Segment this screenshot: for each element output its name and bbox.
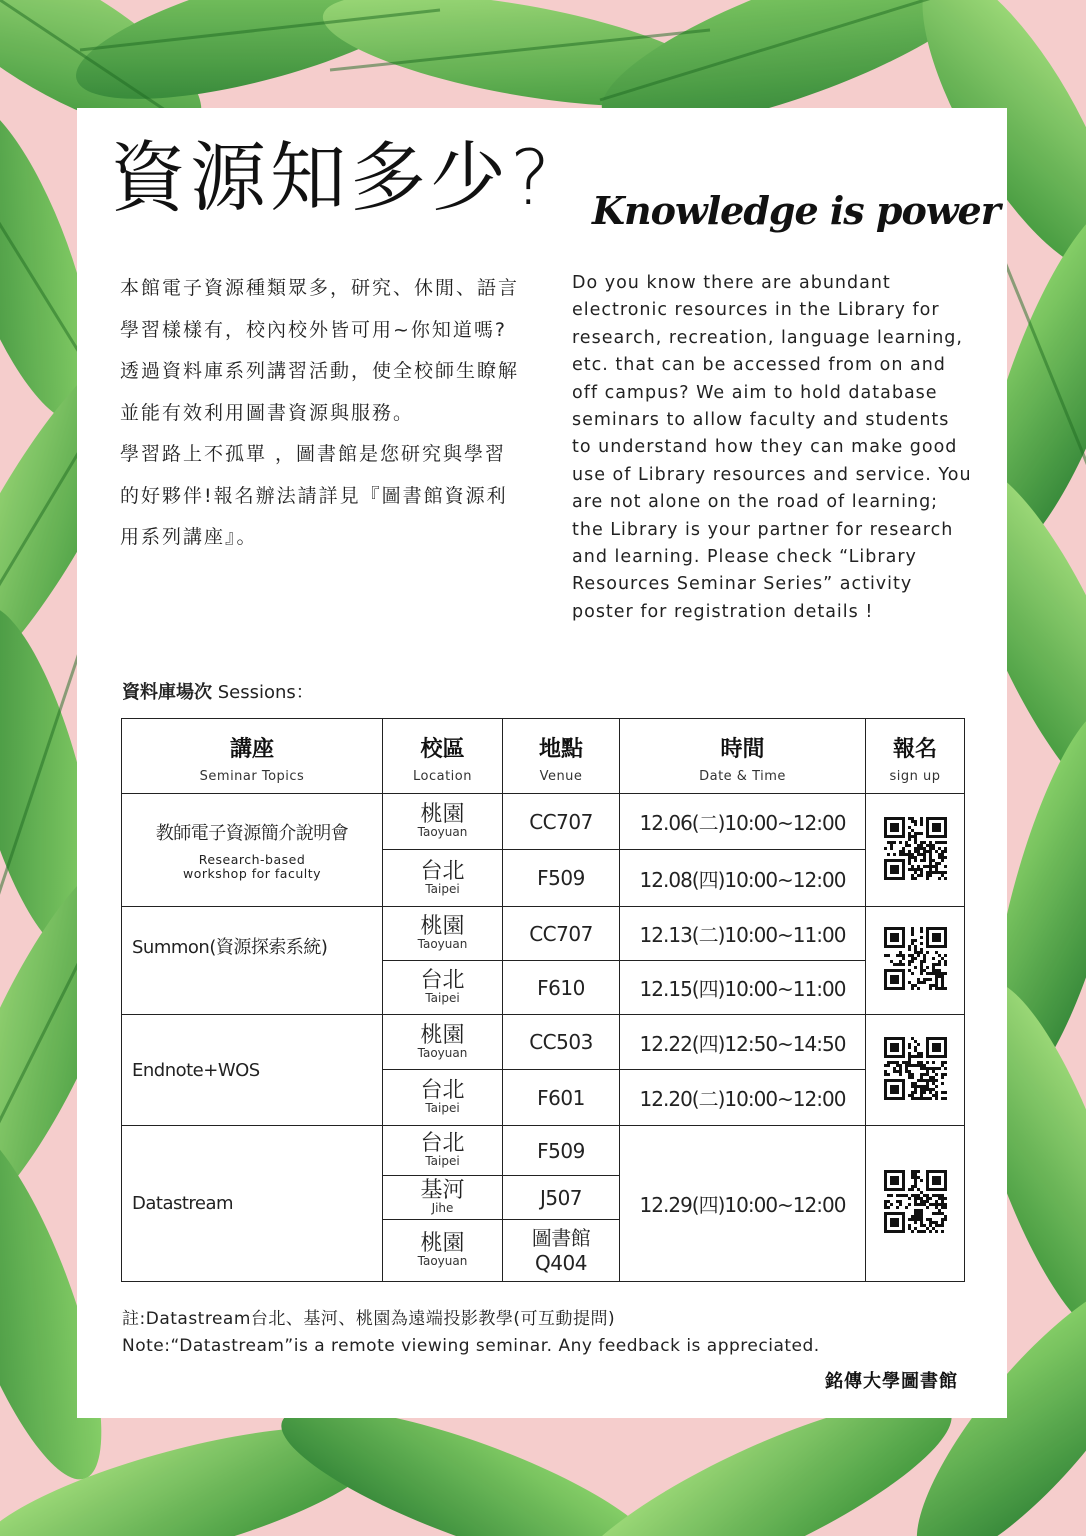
signup-cell (866, 907, 965, 1015)
footnote-en: Note:“Datastream”is a remote viewing seminar. Any feedback is appreciated. (122, 1336, 820, 1356)
time-cell: 12.08(四)10:00~12:00 (620, 850, 866, 907)
header-topic-zh: 講座 (229, 737, 274, 762)
topic-title: Endnote+WOS (132, 1059, 260, 1081)
campus-zh: 基河 (420, 1178, 465, 1203)
venue-cell: J507 (503, 1176, 620, 1220)
qr-code-icon[interactable] (884, 1037, 947, 1104)
signup-cell (866, 794, 965, 907)
campus-cell (383, 961, 503, 1015)
venue-cell: F601 (503, 1070, 620, 1126)
time-cell: 12.15(四)10:00~11:00 (620, 961, 866, 1015)
campus-cell (383, 794, 503, 850)
campus-cell (383, 850, 503, 907)
signup-cell (866, 1126, 965, 1282)
header-signup (866, 719, 965, 794)
sessions-table (121, 718, 965, 1282)
venue-cell: F610 (503, 961, 620, 1015)
time-cell: 12.13(二)10:00~11:00 (620, 907, 866, 961)
header-time-zh: 時間 (720, 737, 765, 762)
header-location-zh: 校區 (420, 737, 465, 762)
time-cell: 12.06(二)10:00~12:00 (620, 794, 866, 850)
topic-title: Datastream (132, 1193, 234, 1214)
signup-cell (866, 1015, 965, 1126)
header-signup-zh: 報名 (892, 737, 937, 762)
header-location-en: Location (413, 769, 472, 784)
header-venue-en: Venue (539, 769, 583, 784)
time-cell: 12.20(二)10:00~12:00 (620, 1070, 866, 1126)
campus-cell (383, 1220, 503, 1282)
header-signup-en: sign up (889, 769, 941, 784)
campus-en: Jihe (431, 1201, 454, 1215)
header-location (383, 719, 503, 794)
table-row (122, 907, 965, 961)
campus-en: Taoyuan (417, 825, 468, 839)
qr-code-icon[interactable] (884, 927, 947, 994)
intro-chinese (120, 268, 520, 559)
campus-en: Taoyuan (417, 1045, 468, 1060)
topic-title: 教師電子資源簡介說明會 (155, 823, 349, 844)
time-cell: 12.29(四)10:00~12:00 (620, 1126, 866, 1282)
campus-cell (383, 1126, 503, 1176)
topic-cell (122, 794, 383, 907)
campus-en: Taipei (425, 991, 460, 1005)
campus-en: Taipei (425, 881, 460, 896)
header-time (620, 719, 866, 794)
venue-cell: F509 (503, 1126, 620, 1176)
header-topic (122, 719, 383, 794)
venue-cell: F509 (503, 850, 620, 907)
qr-code-icon[interactable] (884, 1170, 947, 1237)
header-venue (503, 719, 620, 794)
footnote (122, 1306, 820, 1360)
campus-cell (383, 1015, 503, 1070)
sessions-heading-zh: 資料庫場次 (122, 682, 212, 703)
campus-cell (383, 1070, 503, 1126)
qr-code-icon[interactable] (884, 817, 947, 884)
campus-en: Taipei (425, 1101, 460, 1115)
sessions-heading-en: Sessions： (212, 682, 314, 703)
campus-en: Taoyuan (417, 937, 468, 951)
campus-zh: 台北 (420, 1131, 465, 1156)
intro-chinese-paragraph: 本館電子資源種類眾多，研究、休閒、語言學習樣樣有，校內校外皆可用~你知道嗎? 透過資料庫系列講習活動，使全校師生瞭解並能有效利用圖書資源與服務。 (120, 277, 520, 424)
table-row (122, 1126, 965, 1176)
slogan: Knowledge is power (592, 188, 1000, 233)
table-header-row (122, 719, 965, 794)
table-row (122, 1015, 965, 1070)
venue-line: Q404 (535, 1250, 587, 1275)
header-time-en: Date & Time (699, 769, 786, 784)
organization-name: 銘傳大學圖書館 (825, 1371, 958, 1392)
campus-zh: 台北 (420, 1078, 465, 1103)
table-row (122, 794, 965, 850)
topic-cell (122, 907, 383, 1015)
campus-zh: 桃園 (420, 1022, 465, 1048)
venue-cell (503, 1220, 620, 1282)
header-topic-en: Seminar Topics (199, 769, 305, 784)
intro-chinese-paragraph: 學習路上不孤單 ，圖書館是您研究與學習的好夥伴!報名辦法請詳見『圖書館資源利用系列講座』。 (120, 443, 508, 548)
header-venue-zh: 地點 (538, 737, 583, 762)
campus-en: Taoyuan (417, 1254, 468, 1268)
topic-subtitle: Research-based workshop for faculty (182, 852, 322, 881)
campus-zh: 台北 (420, 968, 465, 993)
campus-cell (383, 907, 503, 961)
topic-cell (122, 1015, 383, 1126)
topic-cell (122, 1126, 383, 1282)
campus-zh: 桃園 (420, 914, 465, 939)
sessions-heading (122, 678, 314, 704)
time-cell: 12.22(四)12:50~14:50 (620, 1015, 866, 1070)
venue-cell: CC503 (503, 1015, 620, 1070)
campus-cell (383, 1176, 503, 1220)
topic-title: Summon(資源探索系統) (132, 937, 328, 958)
venue-cell: CC707 (503, 907, 620, 961)
venue-cell: CC707 (503, 794, 620, 850)
footnote-zh: 註:Datastream台北、基河、桃園為遠端投影教學(可互動提問) (122, 1309, 616, 1329)
campus-zh: 桃園 (420, 802, 465, 827)
campus-zh: 桃園 (420, 1231, 465, 1256)
venue-line: 圖書館 (531, 1225, 591, 1250)
page-title: 資源知多少? (110, 133, 555, 222)
intro-english: Do you know there are abundant electronic resources in the Library for research, recreation, language learning, etc. that can be accessed from on and off campus? We aim to hold database seminars to allow faculty and students to understand how they can make good use of Library resources and service. You are not alone on the road of learning; the Library is your partner for research and learning. Please check “Library Resources Seminar Series” activity poster for registration details ! (572, 273, 972, 622)
campus-zh: 台北 (420, 858, 465, 884)
campus-en: Taipei (425, 1154, 460, 1168)
